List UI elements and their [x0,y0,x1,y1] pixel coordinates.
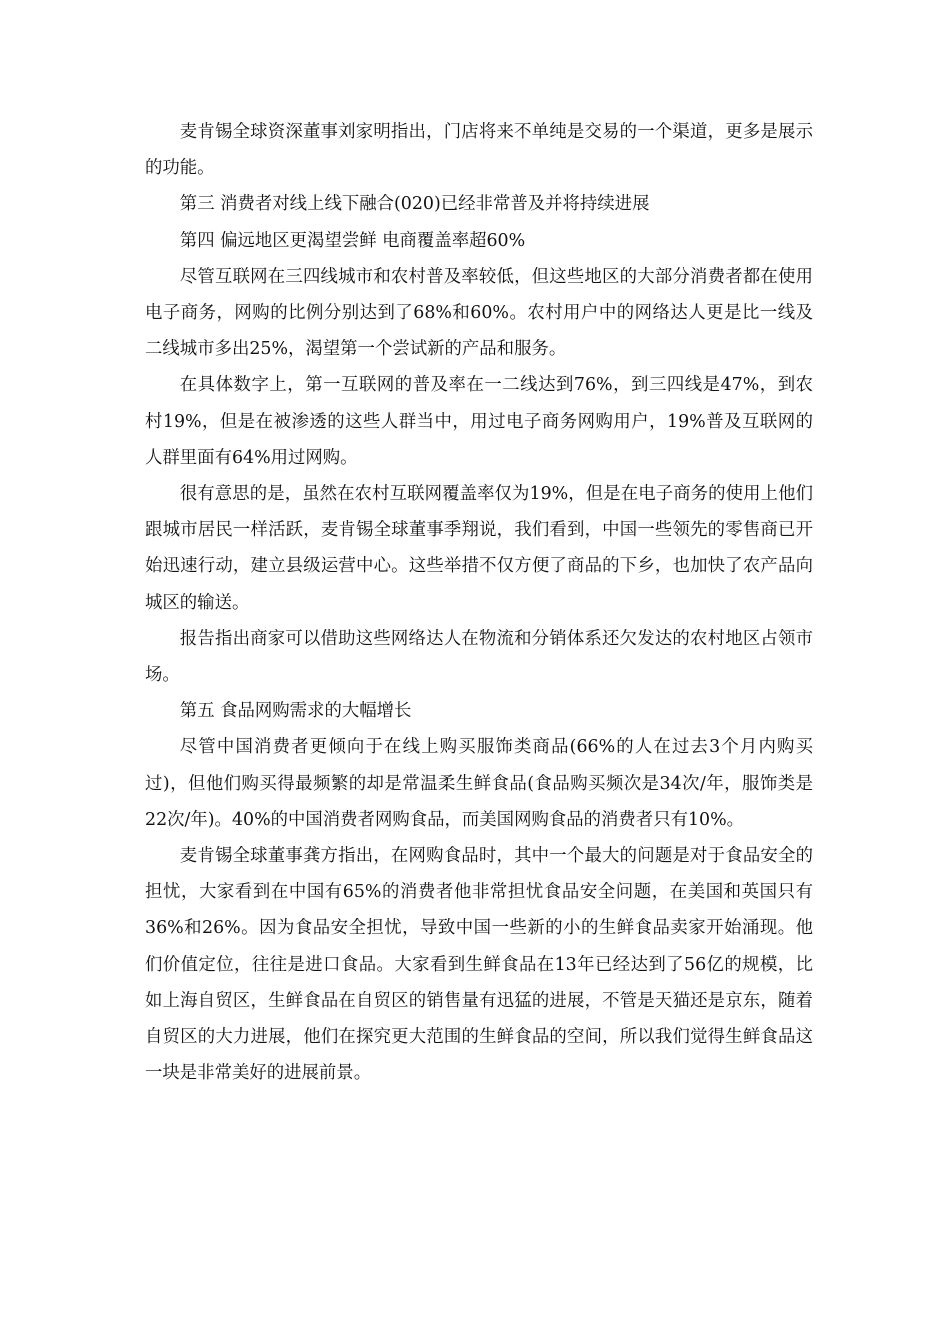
section-heading-4: 第四 偏远地区更渴望尝鲜 电商覆盖率超60% [179,230,526,251]
paragraph-3: 在具体数字上，第一互联网的普及率在一二线达到76%，到三四线是47%，到农村19%，但是在被渗透的这些人群当中，用过电子商务网购用户，19%普及互联网的人群里面有64%用过网购。 [145,375,813,468]
paragraph-4: 很有意思的是，虽然在农村互联网覆盖率仅为19%，但是在电子商务的使用上他们跟城市居民一样活跃，麦肯锡全球董事季翔说，我们看到，中国一些领先的零售商已开始迅速行动，建立县级运营中心。这些举措不仅方便了商品的下乡，也加快了农产品向城区的输送。 [145,484,813,613]
paragraph-1: 麦肯锡全球资深董事刘家明指出，门店将来不单纯是交易的一个渠道，更多是展示的功能。 [145,122,813,179]
paragraph-2: 尽管互联网在三四线城市和农村普及率较低，但这些地区的大部分消费者都在使用电子商务，网购的比例分别达到了68%和60%。农村用户中的网络达人更是比一线及二线城市多出25%，渴望第一个尝试新的产品和服务。 [145,266,813,360]
paragraph-5: 报告指出商家可以借助这些网络达人在物流和分销体系还欠发达的农村地区占领市场。 [145,628,813,686]
paragraph-6: 尽管中国消费者更倾向于在线上购买服饰类商品(66%的人在过去3个月内购买过)，但他们购买得最频繁的却是常温柔生鲜食品(食品购买频次是34次/年，服饰类是22次/年)。40%的中国消费者网购食品，而美国网购食品的消费者只有10%。 [145,737,813,830]
section-heading-5: 第五 食品网购需求的大幅增长 [179,701,412,722]
document-body [145,114,813,1091]
section-heading-3: 第三 消费者对线上线下融合(020)已经非常普及并将持续进展 [179,194,650,215]
paragraph-7: 麦肯锡全球董事龚方指出，在网购食品时，其中一个最大的问题是对于食品安全的担忧，大家看到在中国有65%的消费者他非常担忧食品安全问题，在美国和英国只有36%和26%。因为食品安全担忧，导致中国一些新的小的生鲜食品卖家开始涌现。他们价值定位，往往是进口食品。大家看到生鲜食品在13年已经达到了56亿的规模，比如上海自贸区，生鲜食品在自贸区的销售量有迅猛的进展，不管是天猫还是京东，随着自贸区的大力进展，他们在探究更大范围的生鲜食品的空间，所以我们觉得生鲜食品这一块是非常美好的进展前景。 [145,846,813,1084]
